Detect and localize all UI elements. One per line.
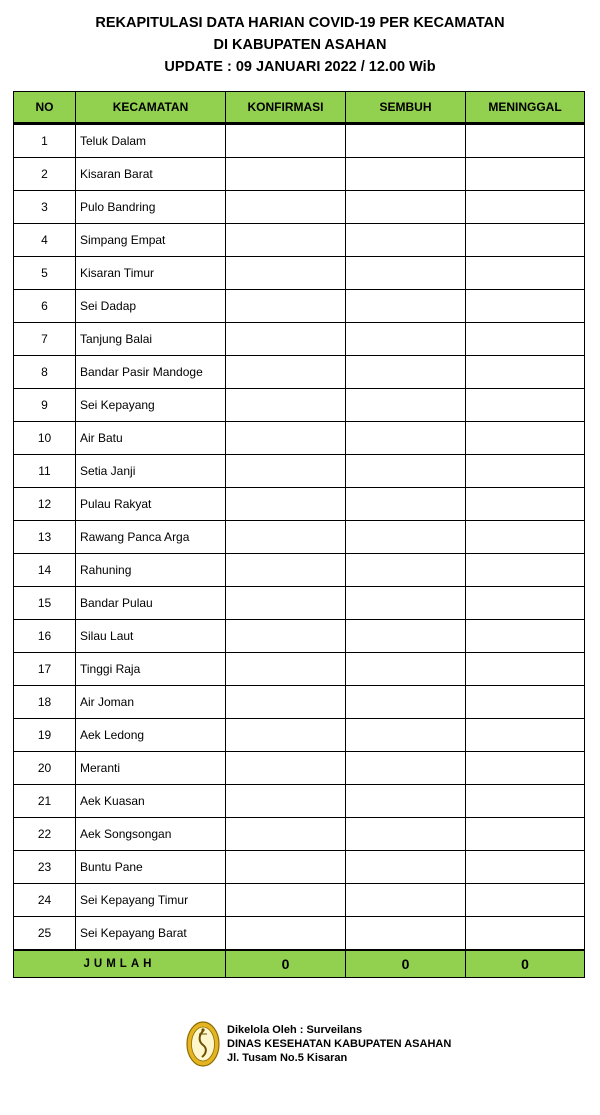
row-sembuh-cell [346, 587, 466, 620]
row-kecamatan-cell: Bandar Pasir Mandoge [76, 356, 226, 389]
row-meninggal-cell [466, 752, 585, 785]
footer-address: Jl. Tusam No.5 Kisaran [227, 1052, 348, 1064]
row-kecamatan-cell: Tinggi Raja [76, 653, 226, 686]
row-sembuh-cell [346, 488, 466, 521]
row-konfirmasi-cell [226, 224, 346, 257]
row-meninggal-cell [466, 323, 585, 356]
row-no-cell: 14 [14, 554, 76, 587]
row-kecamatan-cell: Meranti [76, 752, 226, 785]
row-meninggal-cell [466, 124, 585, 158]
row-konfirmasi-cell [226, 257, 346, 290]
row-meninggal-cell [466, 818, 585, 851]
row-meninggal-cell [466, 554, 585, 587]
row-kecamatan-cell: Teluk Dalam [76, 124, 226, 158]
row-no-cell: 10 [14, 422, 76, 455]
row-kecamatan-cell: Sei Kepayang Timur [76, 884, 226, 917]
title-line-2: DI KABUPATEN ASAHAN [213, 37, 387, 53]
row-meninggal-cell [466, 917, 585, 951]
row-kecamatan-cell: Kisaran Barat [76, 158, 226, 191]
row-no-cell: 9 [14, 389, 76, 422]
row-sembuh-cell [346, 158, 466, 191]
row-meninggal-cell [466, 224, 585, 257]
row-no-cell: 16 [14, 620, 76, 653]
row-sembuh-cell [346, 356, 466, 389]
row-meninggal-cell [466, 455, 585, 488]
row-kecamatan-cell: Rawang Panca Arga [76, 521, 226, 554]
row-sembuh-cell [346, 257, 466, 290]
row-meninggal-cell [466, 356, 585, 389]
table-row [14, 356, 585, 389]
row-sembuh-cell [346, 851, 466, 884]
row-no-cell: 15 [14, 587, 76, 620]
row-konfirmasi-cell [226, 158, 346, 191]
row-no-cell: 17 [14, 653, 76, 686]
row-kecamatan-cell: Air Joman [76, 686, 226, 719]
footer [185, 1018, 451, 1070]
table-row [14, 488, 585, 521]
row-no-cell: 21 [14, 785, 76, 818]
row-no-cell: 23 [14, 851, 76, 884]
row-konfirmasi-cell [226, 818, 346, 851]
table-row [14, 719, 585, 752]
row-meninggal-cell [466, 620, 585, 653]
row-sembuh-cell [346, 422, 466, 455]
row-no-cell: 2 [14, 158, 76, 191]
row-sembuh-cell [346, 554, 466, 587]
table-row [14, 884, 585, 917]
row-meninggal-cell [466, 290, 585, 323]
row-kecamatan-cell: Silau Laut [76, 620, 226, 653]
row-sembuh-cell [346, 290, 466, 323]
row-no-cell: 5 [14, 257, 76, 290]
row-sembuh-cell [346, 785, 466, 818]
row-konfirmasi-cell [226, 389, 346, 422]
row-kecamatan-cell: Rahuning [76, 554, 226, 587]
row-sembuh-cell [346, 686, 466, 719]
row-kecamatan-cell: Aek Kuasan [76, 785, 226, 818]
footer-managed-by: Dikelola Oleh : Surveilans [227, 1024, 363, 1036]
row-konfirmasi-cell [226, 851, 346, 884]
row-konfirmasi-cell [226, 785, 346, 818]
total-konfirmasi: 0 [226, 950, 346, 978]
row-konfirmasi-cell [226, 587, 346, 620]
row-konfirmasi-cell [226, 620, 346, 653]
column-header-kecamatan: KECAMATAN [76, 92, 226, 124]
row-kecamatan-cell: Sei Dadap [76, 290, 226, 323]
row-no-cell: 20 [14, 752, 76, 785]
row-konfirmasi-cell [226, 455, 346, 488]
row-sembuh-cell [346, 884, 466, 917]
row-kecamatan-cell: Aek Ledong [76, 719, 226, 752]
row-meninggal-cell [466, 422, 585, 455]
row-no-cell: 8 [14, 356, 76, 389]
row-no-cell: 11 [14, 455, 76, 488]
report-title [0, 12, 600, 78]
row-kecamatan-cell: Aek Songsongan [76, 818, 226, 851]
table-row [14, 587, 585, 620]
row-kecamatan-cell: Pulau Rakyat [76, 488, 226, 521]
row-meninggal-cell [466, 191, 585, 224]
footer-agency: DINAS KESEHATAN KABUPATEN ASAHAN [227, 1038, 452, 1050]
table-row [14, 455, 585, 488]
table-row [14, 290, 585, 323]
table-row [14, 686, 585, 719]
row-konfirmasi-cell [226, 323, 346, 356]
recap-table [13, 91, 585, 978]
column-header-konfirmasi: KONFIRMASI [226, 92, 346, 124]
table-row [14, 521, 585, 554]
table-row [14, 158, 585, 191]
total-row [14, 950, 585, 978]
row-konfirmasi-cell [226, 290, 346, 323]
row-sembuh-cell [346, 389, 466, 422]
row-no-cell: 25 [14, 917, 76, 951]
row-konfirmasi-cell [226, 124, 346, 158]
row-no-cell: 13 [14, 521, 76, 554]
row-kecamatan-cell: Air Batu [76, 422, 226, 455]
row-meninggal-cell [466, 884, 585, 917]
row-sembuh-cell [346, 818, 466, 851]
row-sembuh-cell [346, 752, 466, 785]
total-sembuh: 0 [346, 950, 466, 978]
row-kecamatan-cell: Pulo Bandring [76, 191, 226, 224]
row-kecamatan-cell: Buntu Pane [76, 851, 226, 884]
total-meninggal: 0 [466, 950, 585, 978]
total-label: JUMLAH [14, 950, 226, 978]
row-no-cell: 19 [14, 719, 76, 752]
row-konfirmasi-cell [226, 356, 346, 389]
row-kecamatan-cell: Sei Kepayang Barat [76, 917, 226, 951]
row-no-cell: 18 [14, 686, 76, 719]
row-kecamatan-cell: Sei Kepayang [76, 389, 226, 422]
row-kecamatan-cell: Kisaran Timur [76, 257, 226, 290]
table-row [14, 785, 585, 818]
row-konfirmasi-cell [226, 686, 346, 719]
row-meninggal-cell [466, 785, 585, 818]
title-line-3: UPDATE : 09 JANUARI 2022 / 12.00 Wib [164, 59, 436, 75]
row-sembuh-cell [346, 124, 466, 158]
row-sembuh-cell [346, 620, 466, 653]
table-row [14, 191, 585, 224]
row-konfirmasi-cell [226, 488, 346, 521]
table-row [14, 917, 585, 951]
dinas-kesehatan-seal-icon [185, 1020, 221, 1068]
row-konfirmasi-cell [226, 191, 346, 224]
table-row [14, 124, 585, 158]
row-konfirmasi-cell [226, 653, 346, 686]
row-konfirmasi-cell [226, 422, 346, 455]
row-meninggal-cell [466, 488, 585, 521]
row-sembuh-cell [346, 224, 466, 257]
title-line-1: REKAPITULASI DATA HARIAN COVID-19 PER KECAMATAN [95, 15, 505, 31]
row-meninggal-cell [466, 653, 585, 686]
column-header-sembuh: SEMBUH [346, 92, 466, 124]
row-kecamatan-cell: Bandar Pulau [76, 587, 226, 620]
table-row [14, 818, 585, 851]
table-row [14, 752, 585, 785]
row-kecamatan-cell: Tanjung Balai [76, 323, 226, 356]
table-body [14, 124, 585, 951]
row-kecamatan-cell: Simpang Empat [76, 224, 226, 257]
row-meninggal-cell [466, 719, 585, 752]
row-sembuh-cell [346, 323, 466, 356]
row-sembuh-cell [346, 191, 466, 224]
row-meninggal-cell [466, 257, 585, 290]
row-no-cell: 1 [14, 124, 76, 158]
table-row [14, 554, 585, 587]
row-sembuh-cell [346, 653, 466, 686]
row-meninggal-cell [466, 851, 585, 884]
row-no-cell: 3 [14, 191, 76, 224]
row-no-cell: 24 [14, 884, 76, 917]
table-header-row [14, 92, 585, 124]
table-row [14, 389, 585, 422]
row-sembuh-cell [346, 719, 466, 752]
row-kecamatan-cell: Setia Janji [76, 455, 226, 488]
row-meninggal-cell [466, 587, 585, 620]
row-konfirmasi-cell [226, 884, 346, 917]
column-header-no: NO [14, 92, 76, 124]
row-konfirmasi-cell [226, 521, 346, 554]
table-row [14, 653, 585, 686]
table-row [14, 257, 585, 290]
row-no-cell: 12 [14, 488, 76, 521]
column-header-meninggal: MENINGGAL [466, 92, 585, 124]
table-row [14, 422, 585, 455]
row-sembuh-cell [346, 455, 466, 488]
row-konfirmasi-cell [226, 752, 346, 785]
row-no-cell: 7 [14, 323, 76, 356]
row-konfirmasi-cell [226, 719, 346, 752]
table-row [14, 224, 585, 257]
row-konfirmasi-cell [226, 917, 346, 951]
row-meninggal-cell [466, 686, 585, 719]
table-row [14, 323, 585, 356]
row-no-cell: 6 [14, 290, 76, 323]
row-no-cell: 22 [14, 818, 76, 851]
row-meninggal-cell [466, 158, 585, 191]
row-no-cell: 4 [14, 224, 76, 257]
table-row [14, 851, 585, 884]
table-row [14, 620, 585, 653]
row-meninggal-cell [466, 521, 585, 554]
row-konfirmasi-cell [226, 554, 346, 587]
row-sembuh-cell [346, 917, 466, 951]
row-sembuh-cell [346, 521, 466, 554]
row-meninggal-cell [466, 389, 585, 422]
